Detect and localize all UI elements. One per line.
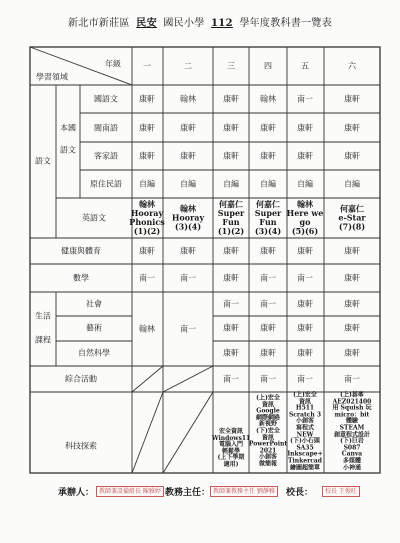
- hakka-g2-cell: 康軒: [180, 151, 196, 161]
- director-label: 教務主任：: [165, 488, 211, 498]
- hakka-g5-cell: 康軒: [297, 151, 313, 161]
- science-g6-cell: 康軒: [344, 348, 360, 358]
- handler-label: 承辦人：: [58, 488, 95, 498]
- indigenous-label: 原住民語: [90, 179, 122, 189]
- grade-1-header: 一: [143, 61, 151, 71]
- native-language-label: 語文: [60, 145, 76, 155]
- english-label: 英語文: [82, 213, 106, 223]
- handler-stamp: 教師兼設備組長 陳雅婷: [96, 486, 164, 497]
- indigenous-g2-cell: 自編: [180, 179, 196, 189]
- indigenous-g4-cell: 自編: [260, 179, 276, 189]
- math-g6-cell: 康軒: [344, 273, 360, 283]
- grade-6-header: 六: [348, 61, 356, 71]
- arts-g3-cell: 康軒: [223, 323, 239, 333]
- social-g6-cell: 康軒: [344, 299, 360, 309]
- tech-g3-cell: 宏全資訊 Windows11 電腦入門 輕鬆學 (上下學期 適用): [211, 428, 251, 469]
- minnan-g4-cell: 康軒: [260, 123, 276, 133]
- hakka-g4-cell: 康軒: [260, 151, 276, 161]
- mandarin-g5-cell: 南一: [297, 94, 313, 104]
- minnan-g2-cell: 康軒: [180, 123, 196, 133]
- minnan-g6-cell: 康軒: [344, 123, 360, 133]
- minnan-g1-cell: 康軒: [139, 123, 155, 133]
- english-g4-cell: 何嘉仁 Super Fun (3)(4): [254, 199, 282, 236]
- social-g5-cell: 康軒: [297, 299, 313, 309]
- indigenous-g5-cell: 自編: [297, 179, 313, 189]
- english-g2-cell: 翰林 Hooray (3)(4): [171, 203, 205, 232]
- indigenous-g1-cell: 自編: [139, 179, 155, 189]
- social-g4-cell: 南一: [260, 299, 276, 309]
- arts-g5-cell: 康軒: [297, 323, 313, 333]
- health-g1-cell: 康軒: [139, 246, 155, 256]
- grade-2-header: 二: [184, 61, 192, 71]
- domain-header: 學習領域: [36, 72, 68, 82]
- english-g6-cell: 何嘉仁 e-Star (7)(8): [338, 203, 366, 232]
- school-type: 國民小學: [163, 18, 205, 29]
- tech-g6-cell: (上)碁峯 AEZ021400 用 Squish 玩 micro：bit 體驗 STEAM 創意程式設計 (下)巨岩 S087 Canva 多媒體 小神通: [332, 391, 372, 471]
- school-name: 民安: [136, 18, 157, 29]
- life-g2-cell: 南一: [180, 324, 196, 334]
- mandarin-g3-cell: 康軒: [223, 94, 239, 104]
- grade-5-header: 五: [301, 61, 309, 71]
- tech-label: 科技探索: [65, 441, 97, 451]
- math-label: 數學: [73, 273, 89, 283]
- indigenous-g3-cell: 自編: [223, 179, 239, 189]
- health-g4-cell: 康軒: [260, 246, 276, 256]
- language-label: 語文: [35, 156, 51, 166]
- integrated-g6-cell: 南一: [344, 374, 360, 384]
- principal-label: 校長：: [286, 488, 314, 498]
- hakka-g3-cell: 康軒: [223, 151, 239, 161]
- math-g3-cell: 康軒: [223, 273, 239, 283]
- science-g5-cell: 康軒: [297, 348, 313, 358]
- arts-g6-cell: 康軒: [344, 323, 360, 333]
- integrated-g5-cell: 南一: [297, 374, 313, 384]
- mandarin-label: 國語文: [94, 94, 118, 104]
- district-name: 新北市新莊區: [67, 18, 130, 29]
- life-label: 生活: [35, 311, 51, 321]
- hakka-label: 客家語: [94, 151, 118, 161]
- mandarin-g2-cell: 翰林: [180, 94, 196, 104]
- minnan-g3-cell: 康軒: [223, 123, 239, 133]
- mandarin-g4-cell: 翰林: [260, 94, 276, 104]
- math-g2-cell: 南一: [180, 273, 196, 283]
- tech-g5-cell: (上)宏全 資訊 H511 Scratch 3 小創客 寫程式 NEW (下)小石頭 SA35 Inkscape+ Tinkercad 繪圖超簡單: [287, 391, 323, 471]
- tech-g4-cell: (上)宏全 資訊 Google 網際網路 新視野 (下)宏全 資訊 PowerPoint 2021 小創客 做簡報: [248, 394, 288, 468]
- hakka-g1-cell: 康軒: [139, 151, 155, 161]
- school-year: 112: [211, 18, 233, 29]
- science-label: 自然科學: [78, 348, 110, 358]
- math-g1-cell: 南一: [139, 273, 155, 283]
- english-g1-cell: 翰林 Hooray Phonics (1)(2): [129, 199, 165, 236]
- english-g5-cell: 翰林 Here we go (5)(6): [286, 199, 324, 236]
- math-g5-cell: 南一: [297, 273, 313, 283]
- health-g3-cell: 康軒: [223, 246, 239, 256]
- principal-stamp: 校長 王俊旺: [322, 486, 360, 497]
- mandarin-g1-cell: 康軒: [139, 94, 155, 104]
- english-g3-cell: 何嘉仁 Super Fun (1)(2): [217, 199, 245, 236]
- health-label: 健康與體育: [61, 246, 101, 256]
- grade-4-header: 四: [264, 61, 272, 71]
- science-g3-cell: 康軒: [223, 348, 239, 358]
- mandarin-g6-cell: 康軒: [344, 94, 360, 104]
- hakka-g6-cell: 康軒: [344, 151, 360, 161]
- title-tail: 學年度教科書一覽表: [239, 18, 333, 29]
- minnan-g5-cell: 康軒: [297, 123, 313, 133]
- integrated-label: 綜合活動: [65, 374, 97, 384]
- integrated-g3-cell: 南一: [223, 374, 239, 384]
- minnan-label: 閩南語: [94, 123, 118, 133]
- arts-g4-cell: 康軒: [260, 323, 276, 333]
- math-g4-cell: 南一: [260, 273, 276, 283]
- grade-header: 年級: [105, 59, 121, 69]
- life-g1-cell: 翰林: [139, 324, 155, 334]
- health-g5-cell: 康軒: [297, 246, 313, 256]
- social-label: 社會: [86, 299, 102, 309]
- course-label: 課程: [35, 335, 51, 345]
- social-g3-cell: 南一: [223, 299, 239, 309]
- native-label: 本國: [60, 123, 76, 133]
- arts-label: 藝術: [86, 323, 102, 333]
- integrated-g4-cell: 南一: [260, 374, 276, 384]
- grade-3-header: 三: [227, 61, 235, 71]
- indigenous-g6-cell: 自編: [344, 179, 360, 189]
- director-stamp: 教師兼教務主任 劉靜雅: [210, 486, 278, 497]
- health-g6-cell: 康軒: [344, 246, 360, 256]
- science-g4-cell: 康軒: [260, 348, 276, 358]
- health-g2-cell: 康軒: [180, 246, 196, 256]
